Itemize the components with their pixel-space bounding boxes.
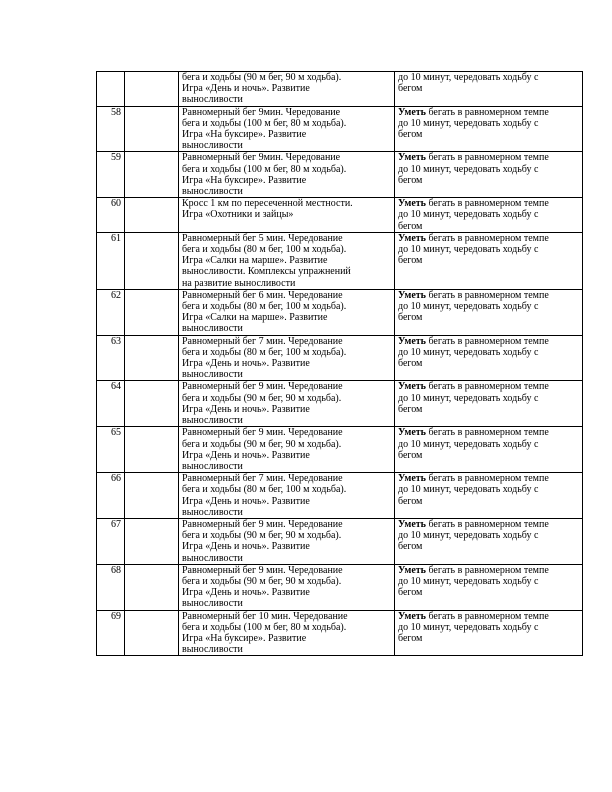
requirement-lead: Уметь xyxy=(398,152,426,164)
requirement-lead: Уметь xyxy=(398,518,426,530)
content-line: выносливости. Комплексы упражнений xyxy=(182,266,351,278)
table-row xyxy=(97,381,583,427)
requirement-text: бегом xyxy=(398,255,423,267)
requirement-text: до 10 минут, чередовать ходьбу с xyxy=(398,575,539,587)
requirement-line xyxy=(398,404,579,415)
lesson-number: 66 xyxy=(97,473,125,519)
table-row xyxy=(97,72,583,107)
content-line: Равномерный бег 5 мин. Чередование xyxy=(182,232,343,244)
content-line: Игра «День и ночь». Развитие xyxy=(182,358,310,370)
requirement-lead: Уметь xyxy=(398,381,426,393)
table-row xyxy=(97,518,583,564)
content-line: Равномерный бег 9мин. Чередование xyxy=(182,152,341,164)
table-row xyxy=(97,152,583,198)
requirement-text: бегом xyxy=(398,220,423,232)
requirement-text: до 10 минут, чередовать ходьбу с xyxy=(398,244,539,256)
lesson-content xyxy=(179,232,395,289)
content-line: выносливости xyxy=(182,644,243,656)
requirements xyxy=(395,289,583,335)
requirements xyxy=(395,106,583,152)
requirement-text: до 10 минут, чередовать ходьбу с xyxy=(398,117,539,129)
table-row xyxy=(97,198,583,233)
content-line: бега и ходьбы (80 м бег, 100 м ходьба). xyxy=(182,484,347,496)
requirement-line xyxy=(398,450,579,461)
content-line: бега и ходьбы (80 м бег, 100 м ходьба). xyxy=(182,301,347,313)
requirement-line xyxy=(398,565,579,576)
requirement-text: до 10 минут, чередовать ходьбу с xyxy=(398,72,539,83)
content-line: Игра «Салки на марше». Развитие xyxy=(182,312,328,324)
lesson-content xyxy=(179,473,395,519)
content-line: выносливости xyxy=(182,140,243,152)
requirement-text: до 10 минут, чередовать ходьбу с xyxy=(398,484,539,496)
requirement-text: до 10 минут, чередовать ходьбу с xyxy=(398,530,539,542)
table-row xyxy=(97,335,583,381)
content-line: Игра «Салки на марше». Развитие xyxy=(182,255,328,267)
content-line: выносливости xyxy=(182,460,243,472)
requirement-lead: Уметь xyxy=(398,564,426,576)
requirement-text: бегом xyxy=(398,541,423,553)
requirement-text: до 10 минут, чередовать ходьбу с xyxy=(398,392,539,404)
requirement-text: бегом xyxy=(398,495,423,507)
table-row xyxy=(97,610,583,656)
lesson-content xyxy=(179,427,395,473)
date-cell xyxy=(125,564,179,610)
lesson-number: 60 xyxy=(97,198,125,233)
requirement-text: до 10 минут, чередовать ходьбу с xyxy=(398,301,539,313)
content-line: выносливости xyxy=(182,94,243,106)
requirement-text: бегом xyxy=(398,632,423,644)
date-cell xyxy=(125,518,179,564)
date-cell xyxy=(125,152,179,198)
content-line: выносливости xyxy=(182,323,243,335)
content-line: Игра «День и ночь». Развитие xyxy=(182,495,310,507)
table-row xyxy=(97,106,583,152)
requirement-line xyxy=(398,301,579,312)
content-line: выносливости xyxy=(182,186,243,198)
requirement-text: бегом xyxy=(398,129,423,141)
content-line: выносливости xyxy=(182,369,243,381)
table-row xyxy=(97,564,583,610)
requirement-line xyxy=(398,83,579,94)
content-line: выносливости xyxy=(182,506,243,518)
requirement-text: бегом xyxy=(398,358,423,370)
requirement-text: бегать в равномерном темпе xyxy=(425,610,549,622)
requirement-line xyxy=(398,633,579,644)
lesson-content xyxy=(179,335,395,381)
content-line: на развитие выносливости xyxy=(182,277,296,289)
content-line: выносливости xyxy=(182,552,243,564)
content-line: Равномерный бег 9мин. Чередование xyxy=(182,106,341,118)
requirement-line xyxy=(398,541,579,552)
requirement-line xyxy=(398,290,579,301)
requirement-text: бегать в равномерном темпе xyxy=(425,152,549,164)
requirement-line xyxy=(398,152,579,163)
date-cell xyxy=(125,232,179,289)
lesson-number: 61 xyxy=(97,232,125,289)
content-line: Равномерный бег 9 мин. Чередование xyxy=(182,381,343,393)
content-line: бега и ходьбы (90 м бег, 90 м ходьба). xyxy=(182,438,342,450)
requirements xyxy=(395,335,583,381)
requirement-lead: Уметь xyxy=(398,427,426,439)
table-row xyxy=(97,289,583,335)
requirements xyxy=(395,518,583,564)
requirements xyxy=(395,473,583,519)
content-line: бега и ходьбы (100 м бег, 80 м ходьба). xyxy=(182,163,347,175)
content-line: Игра «День и ночь». Развитие xyxy=(182,587,310,599)
lesson-content xyxy=(179,564,395,610)
date-cell xyxy=(125,610,179,656)
requirement-text: до 10 минут, чередовать ходьбу с xyxy=(398,209,539,221)
lesson-number: 59 xyxy=(97,152,125,198)
content-line: бега и ходьбы (100 м бег, 80 м ходьба). xyxy=(182,117,347,129)
requirement-line xyxy=(398,175,579,186)
content-line: Игра «На буксире». Развитие xyxy=(182,129,307,141)
date-cell xyxy=(125,335,179,381)
requirement-line xyxy=(398,358,579,369)
lesson-number: 67 xyxy=(97,518,125,564)
lesson-content xyxy=(179,152,395,198)
requirement-text: до 10 минут, чередовать ходьбу с xyxy=(398,621,539,633)
requirement-lead: Уметь xyxy=(398,335,426,347)
requirement-line xyxy=(398,473,579,484)
content-line: Игра «На буксире». Развитие xyxy=(182,174,307,186)
requirement-text: бегать в равномерном темпе xyxy=(425,381,549,393)
content-line: Равномерный бег 9 мин. Чередование xyxy=(182,518,343,530)
date-cell xyxy=(125,473,179,519)
requirement-text: до 10 минут, чередовать ходьбу с xyxy=(398,438,539,450)
requirement-line xyxy=(398,576,579,587)
content-line: Равномерный бег 6 мин. Чередование xyxy=(182,289,343,301)
requirement-text: бегать в равномерном темпе xyxy=(425,473,549,485)
requirement-text: бегать в равномерном темпе xyxy=(425,106,549,118)
requirements xyxy=(395,564,583,610)
lesson-content xyxy=(179,610,395,656)
requirement-text: бегом xyxy=(398,83,423,95)
requirement-line xyxy=(398,347,579,358)
content-line: выносливости xyxy=(182,598,243,610)
lesson-number xyxy=(97,72,125,107)
requirement-line xyxy=(398,244,579,255)
lesson-content xyxy=(179,106,395,152)
requirement-line xyxy=(398,622,579,633)
requirement-text: до 10 минут, чередовать ходьбу с xyxy=(398,346,539,358)
requirement-line xyxy=(398,118,579,129)
requirements xyxy=(395,427,583,473)
lesson-content xyxy=(179,289,395,335)
lesson-content xyxy=(179,518,395,564)
requirement-line xyxy=(398,439,579,450)
requirement-lead: Уметь xyxy=(398,289,426,301)
requirement-text: бегом xyxy=(398,403,423,415)
date-cell xyxy=(125,106,179,152)
requirement-text: бегать в равномерном темпе xyxy=(425,289,549,301)
requirement-line xyxy=(398,198,579,209)
date-cell xyxy=(125,427,179,473)
lesson-number: 62 xyxy=(97,289,125,335)
requirement-lead: Уметь xyxy=(398,232,426,244)
requirement-lead: Уметь xyxy=(398,198,426,210)
content-line: бега и ходьбы (90 м бег, 90 м ходьба). xyxy=(182,530,342,542)
lesson-content xyxy=(179,381,395,427)
requirement-text: бегать в равномерном темпе xyxy=(425,564,549,576)
requirement-lead: Уметь xyxy=(398,473,426,485)
table-body xyxy=(97,72,583,656)
requirement-text: бегом xyxy=(398,449,423,461)
requirement-text: бегать в равномерном темпе xyxy=(425,427,549,439)
content-line: Игра «День и ночь». Развитие xyxy=(182,449,310,461)
requirement-line xyxy=(398,107,579,118)
requirement-line xyxy=(398,496,579,507)
requirement-line xyxy=(398,312,579,323)
requirements xyxy=(395,232,583,289)
lesson-plan-table xyxy=(96,71,583,656)
requirement-line xyxy=(398,484,579,495)
content-line: Равномерный бег 7 мин. Чередование xyxy=(182,473,343,485)
lesson-number: 69 xyxy=(97,610,125,656)
requirements xyxy=(395,152,583,198)
requirement-line xyxy=(398,587,579,598)
content-line: бега и ходьбы (80 м бег, 100 м ходьба). xyxy=(182,244,347,256)
content-line: бега и ходьбы (90 м бег, 90 м ходьба). xyxy=(182,575,342,587)
requirement-line xyxy=(398,255,579,266)
content-line: бега и ходьбы (100 м бег, 80 м ходьба). xyxy=(182,621,347,633)
requirement-line xyxy=(398,209,579,220)
lesson-number: 58 xyxy=(97,106,125,152)
content-line: Равномерный бег 9 мин. Чередование xyxy=(182,427,343,439)
lesson-number: 63 xyxy=(97,335,125,381)
requirement-text: бегать в равномерном темпе xyxy=(425,335,549,347)
content-line: Равномерный бег 10 мин. Чередование xyxy=(182,610,348,622)
date-cell xyxy=(125,72,179,107)
content-line: Равномерный бег 9 мин. Чередование xyxy=(182,564,343,576)
content-line: Игра «На буксире». Развитие xyxy=(182,632,307,644)
content-line: Игра «Охотники и зайцы» xyxy=(182,209,294,221)
date-cell xyxy=(125,381,179,427)
content-line: выносливости xyxy=(182,415,243,427)
requirement-line xyxy=(398,381,579,392)
requirement-text: бегать в равномерном темпе xyxy=(425,518,549,530)
requirement-text: бегать в равномерном темпе xyxy=(425,198,549,210)
requirement-lead: Уметь xyxy=(398,106,426,118)
requirement-line xyxy=(398,336,579,347)
requirement-line xyxy=(398,164,579,175)
requirement-lead: Уметь xyxy=(398,610,426,622)
requirement-text: бегом xyxy=(398,587,423,599)
requirements xyxy=(395,198,583,233)
content-line: Игра «День и ночь». Развитие xyxy=(182,541,310,553)
content-line: Игра «День и ночь». Развитие xyxy=(182,403,310,415)
requirement-line xyxy=(398,519,579,530)
content-line: бега и ходьбы (80 м бег, 100 м ходьба). xyxy=(182,346,347,358)
requirement-line xyxy=(398,129,579,140)
requirement-text: бегать в равномерном темпе xyxy=(425,232,549,244)
requirement-text: до 10 минут, чередовать ходьбу с xyxy=(398,163,539,175)
lesson-content xyxy=(179,198,395,233)
table-row xyxy=(97,232,583,289)
content-line: бега и ходьбы (90 м бег, 90 м ходьба). xyxy=(182,72,342,83)
requirement-text: бегом xyxy=(398,174,423,186)
requirement-line xyxy=(398,611,579,622)
table-row xyxy=(97,473,583,519)
content-line: бега и ходьбы (90 м бег, 90 м ходьба). xyxy=(182,392,342,404)
date-cell xyxy=(125,198,179,233)
lesson-content xyxy=(179,72,395,107)
requirement-line xyxy=(398,393,579,404)
lesson-number: 64 xyxy=(97,381,125,427)
lesson-number: 65 xyxy=(97,427,125,473)
lesson-number: 68 xyxy=(97,564,125,610)
requirements xyxy=(395,610,583,656)
requirement-line xyxy=(398,72,579,83)
date-cell xyxy=(125,289,179,335)
content-line: Кросс 1 км по пересеченной местности. xyxy=(182,198,353,210)
requirements xyxy=(395,381,583,427)
table-row xyxy=(97,427,583,473)
requirement-text: бегом xyxy=(398,312,423,324)
requirement-line xyxy=(398,530,579,541)
content-line: Равномерный бег 7 мин. Чередование xyxy=(182,335,343,347)
requirements xyxy=(395,72,583,107)
requirement-line xyxy=(398,427,579,438)
content-line: Игра «День и ночь». Развитие xyxy=(182,83,310,95)
requirement-line xyxy=(398,221,579,232)
requirement-line xyxy=(398,233,579,244)
